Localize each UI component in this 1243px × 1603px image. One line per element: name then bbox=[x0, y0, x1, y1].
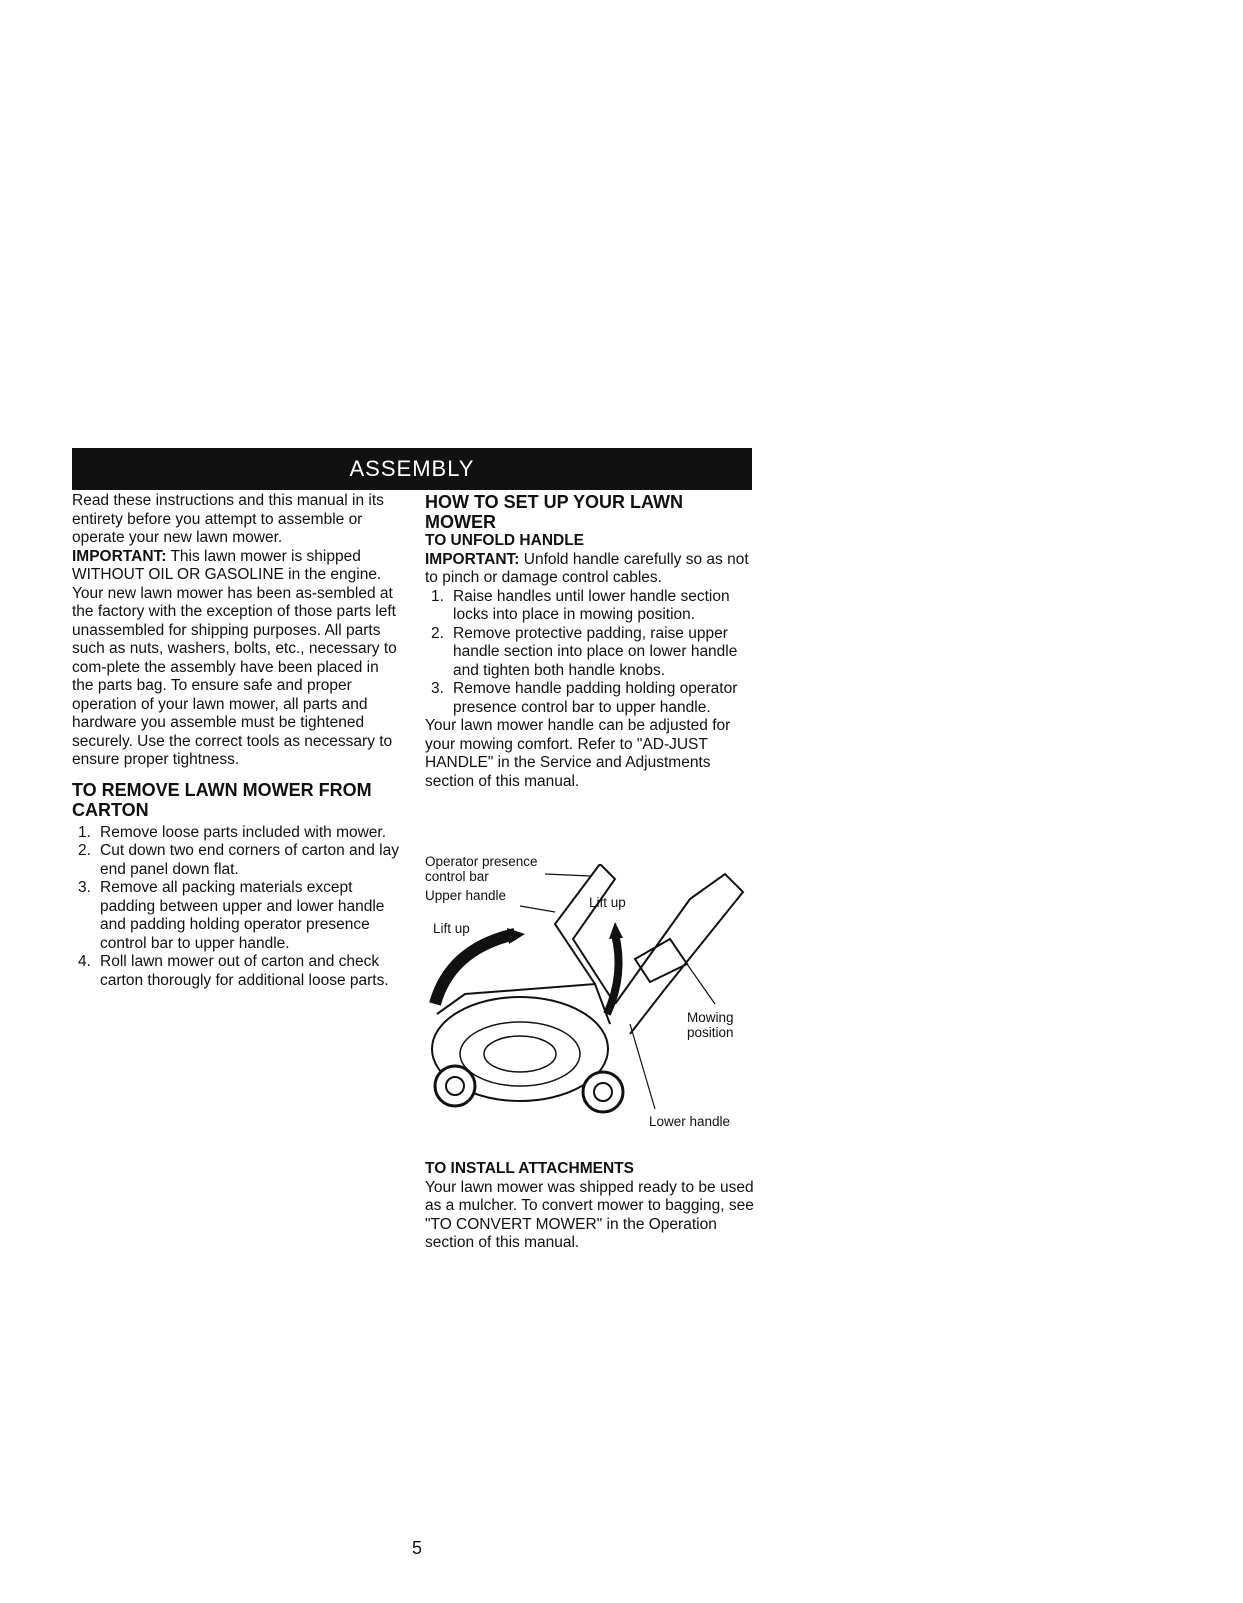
intro-text: Read these instructions and this manual in its entirety before you attempt to assemble or operate your new lawn mower. bbox=[72, 492, 384, 546]
list-item: 2. Cut down two end corners of carton and lay end panel down flat. bbox=[78, 842, 399, 878]
left-column bbox=[72, 492, 402, 990]
unfold-important bbox=[425, 551, 755, 588]
unfold-steps bbox=[425, 588, 755, 718]
attachments-text: Your lawn mower was shipped ready to be used as a mulcher. To convert mower to bagging, see "TO CONVERT MOWER" in the Operation section of this manual. bbox=[425, 1178, 754, 1251]
assembly-paragraph: Your new lawn mower has been as-sembled at the factory with the exception of those parts left unassembled for shipping purposes. All parts such as nuts, washers, bolts, etc., necessary to com-plete the assembly have been placed in the parts bag. To ensure safe and proper operation of your lawn mower, all parts and hardware you assemble must be tightened securely. Use the correct tools as necessary to ensure proper tightness. bbox=[72, 584, 397, 768]
upper-handle-label: Upper handle bbox=[425, 888, 507, 903]
list-item: 3. Remove handle padding holding operator presence control bar to upper handle. bbox=[431, 680, 738, 716]
setup-heading: HOW TO SET UP YOUR LAWN MOWER bbox=[425, 492, 684, 532]
list-item: 1. Remove loose parts included with mower. bbox=[78, 823, 387, 841]
right-column bbox=[425, 492, 755, 791]
important-text: Unfold handle carefully so as not to pinch or damage control cables. bbox=[425, 550, 749, 586]
attachments-heading: TO INSTALL ATTACHMENTS bbox=[425, 1160, 634, 1177]
section-banner: ASSEMBLY bbox=[72, 448, 752, 490]
unfold-heading: TO UNFOLD HANDLE bbox=[425, 532, 585, 549]
list-item: 2. Remove protective padding, raise upper handle section into place on lower handle and tighten both handle knobs. bbox=[431, 624, 738, 679]
adjust-text: Your lawn mower handle can be adjusted for your mowing comfort. Refer to "AD-JUST HANDLE" in the Service and Adjustments section of this manual. bbox=[425, 717, 731, 790]
remove-steps bbox=[72, 824, 402, 991]
mower-handle-figure bbox=[425, 854, 770, 1136]
remove-heading: TO REMOVE LAWN MOWER FROM CARTON bbox=[72, 779, 372, 820]
list-item: 1. Raise handles until lower handle section locks into place in mowing position. bbox=[431, 587, 730, 623]
list-item: 4. Roll lawn mower out of carton and check carton thorougly for additional loose parts. bbox=[78, 953, 389, 989]
important-note bbox=[72, 548, 402, 585]
lift-up-right-label: Lift up bbox=[589, 895, 626, 910]
operator-bar-label: Operator presence control bar bbox=[425, 854, 538, 884]
page-number: 5 bbox=[412, 1538, 423, 1558]
attachments-section bbox=[425, 1160, 755, 1253]
important-text: This lawn mower is shipped WITHOUT OIL OR GASOLINE in the engine. bbox=[72, 547, 382, 583]
important-label: IMPORTANT: bbox=[425, 550, 520, 568]
lower-handle-label: Lower handle bbox=[649, 1114, 731, 1129]
lift-up-left-label: Lift up bbox=[433, 921, 470, 936]
mowing-position-label: Mowing position bbox=[687, 1010, 734, 1040]
list-item: 3. Remove all packing materials except padding between upper and lower handle and padding holding operator presence control bar to upper handle. bbox=[78, 879, 385, 952]
important-label: IMPORTANT: bbox=[72, 547, 167, 565]
